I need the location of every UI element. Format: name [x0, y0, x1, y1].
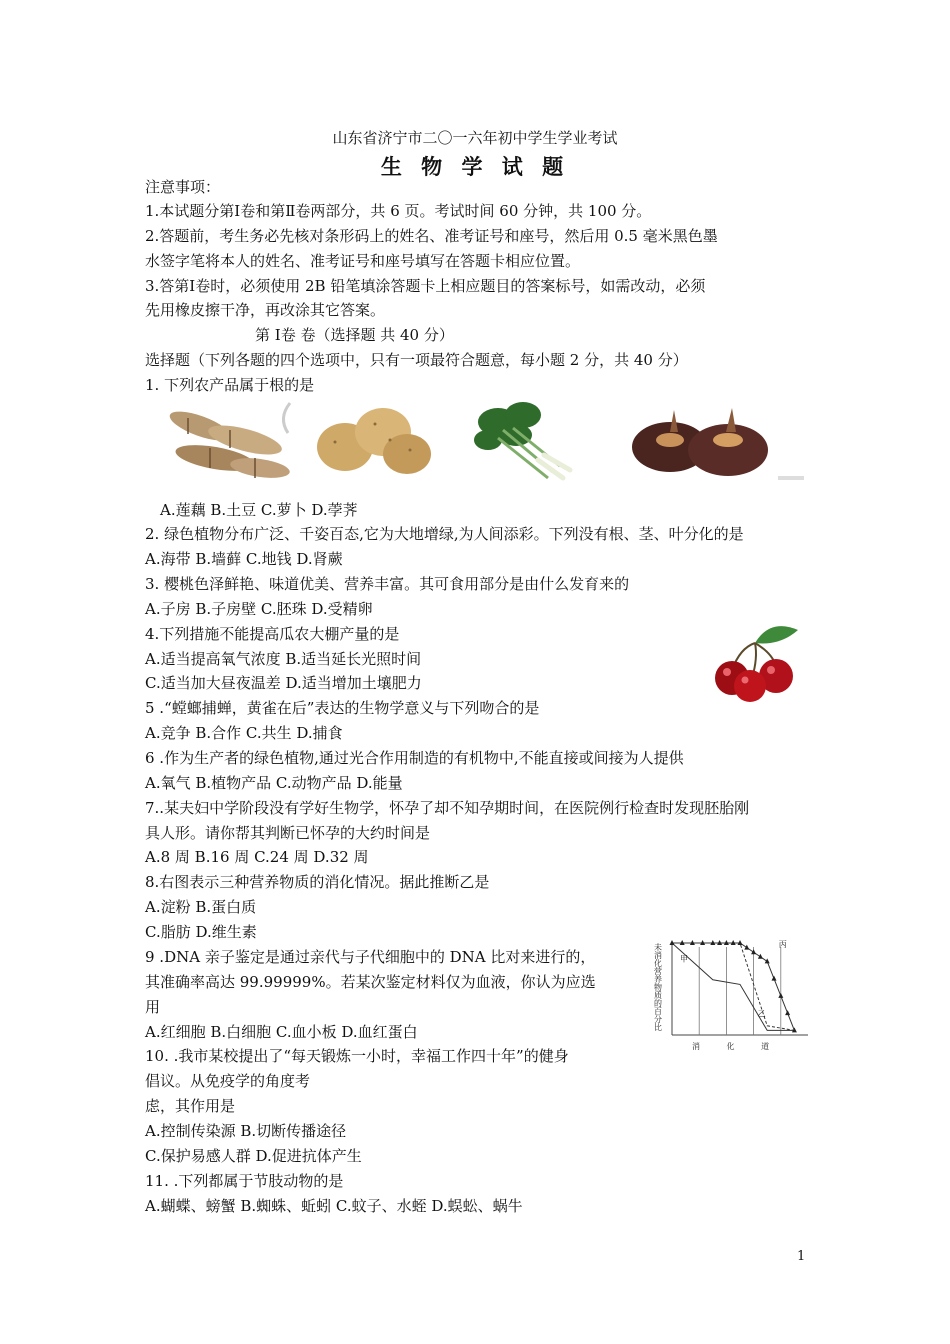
digestion-chart [640, 935, 815, 1055]
q11-text: 11. .下列都属于节肢动物的是 [145, 1172, 344, 1190]
q2-text: 2. 绿色植物分布广泛、千姿百态,它为大地增绿,为人间添彩。下列没有根、茎、叶分化的是 [145, 525, 744, 543]
q6-text: 6 .作为生产者的绿色植物,通过光合作用制造的有机物中,不能直接或间接为人提供 [145, 749, 684, 767]
chart-series-3-point [758, 954, 763, 959]
chart-series-3-point [751, 949, 756, 954]
chart-series-3-point [744, 945, 749, 950]
q10-options-1: A.控制传染源 B.切断传播途径 [145, 1122, 347, 1140]
q10-text-2: 倡议。从免疫学的角度考 [145, 1072, 311, 1090]
water-chestnut-image [628, 402, 808, 482]
q4-options-2: C.适当加大昼夜温差 D.适当增加土壤肥力 [145, 674, 422, 692]
page-number: 1 [797, 1249, 806, 1264]
chart-xlabel: 消 化 道 [692, 1042, 782, 1051]
q3-options: A.子房 B.子房壁 C.胚珠 D.受精卵 [145, 600, 373, 618]
chart-series-3-label: 丙 [778, 940, 787, 949]
q7-text-1: 7..某夫妇中学阶段没有学好生物学，怀孕了却不知孕期时间，在医院例行检查时发现胚胎刚 [145, 799, 750, 817]
chart-series-1-line [672, 943, 794, 1030]
chart-series-3-point [785, 1010, 790, 1015]
notes-line-2: 2.答题前，考生务必先核对条形码上的姓名、准考证号和座号，然后用 0.5 毫米黑色墨 [145, 227, 718, 245]
q4-text: 4.下列措施不能提高瓜农大棚产量的是 [145, 625, 400, 643]
q10-options-2: C.保护易感人群 D.促进抗体产生 [145, 1147, 362, 1165]
chart-ylabel: 未消化营养物质的百分比 [653, 943, 663, 1031]
q7-text-2: 具人形。请你帮其判断已怀孕的大约时间是 [145, 824, 431, 842]
potato-image [315, 402, 435, 477]
page-title: 生 物 学 试 题 [380, 154, 570, 179]
q9-text-3: 用 [145, 998, 161, 1016]
section-title: 第 Ⅰ卷 卷（选择题 共 40 分） [255, 326, 454, 344]
chart-series-3-line [672, 943, 794, 1030]
chart-series-3-point [772, 976, 777, 981]
q4-options-1: A.适当提高氧气浓度 B.适当延长光照时间 [145, 650, 422, 668]
radish-image [468, 400, 583, 480]
q9-options: A.红细胞 B.白细胞 C.血小板 D.血红蛋白 [145, 1023, 418, 1041]
q8-options-1: A.淀粉 B.蛋白质 [145, 898, 257, 916]
notes-line-1: 1.本试题分第Ⅰ卷和第Ⅱ卷两部分，共 6 页。考试时间 60 分钟，共 100 分。 [145, 202, 652, 220]
q7-options: A.8 周 B.16 周 C.24 周 D.32 周 [145, 848, 369, 866]
notes-heading: 注意事项： [145, 178, 221, 196]
q5-text: 5 .“螳螂捕蝉，黄雀在后”表达的生物学意义与下列吻合的是 [145, 699, 540, 717]
q2-options: A.海带 B.墙藓 C.地钱 D.肾蕨 [145, 550, 343, 568]
chart-series-3-point [765, 958, 770, 963]
q11-options: A.蝴蝶、螃蟹 B.蜘蛛、蚯蚓 C.蚊子、水蛭 D.蜈蚣、蜗牛 [145, 1197, 523, 1215]
chart-series-1-label: 甲 [680, 954, 688, 964]
q8-text: 8.右图表示三种营养物质的消化情况。据此推断乙是 [145, 873, 490, 891]
q8-options-2: C.脂肪 D.维生素 [145, 923, 257, 941]
q5-options: A.竞争 B.合作 C.共生 D.捕食 [145, 724, 343, 742]
q1-options: A.莲藕 B.土豆 C.萝卜 D.荸荠 [160, 501, 358, 519]
exam-name: 山东省济宁市二〇一六年初中学生学业考试 [332, 129, 618, 147]
notes-line-4: 3.答第Ⅰ卷时，必须使用 2B 铅笔填涂答题卡上相应题目的答案标号，如需改动，必须 [145, 277, 706, 295]
cherry-image [710, 618, 800, 703]
q9-text-1: 9 .DNA 亲子鉴定是通过亲代与子代细胞中的 DNA 比对来进行的， [145, 948, 596, 966]
q10-text-1: 10. .我市某校提出了“每天锻炼一小时，幸福工作四十年”的健身 [145, 1047, 569, 1065]
lotus-root-image [160, 398, 295, 488]
section-instruction: 选择题（下列各题的四个选项中，只有一项最符合题意，每小题 2 分，共 40 分） [145, 351, 688, 369]
q3-text: 3. 樱桃色泽鲜艳、味道优美、营养丰富。其可食用部分是由什么发育来的 [145, 575, 630, 593]
notes-line-5: 先用橡皮擦干净，再改涂其它答案。 [145, 301, 386, 319]
q1-text: 1. 下列农产品属于根的是 [145, 376, 315, 394]
chart-series-2-label: 乙 [757, 1009, 766, 1019]
q10-text-3: 虑，其作用是 [145, 1097, 236, 1115]
notes-line-3: 水签字笔将本人的姓名、准考证号和座号填写在答题卡相应位置。 [145, 252, 581, 270]
chart-series-2-line [672, 943, 794, 1030]
q6-options: A.氧气 B.植物产品 C.动物产品 D.能量 [145, 774, 403, 792]
q9-text-2: 其准确率高达 99.99999%。若某次鉴定材料仅为血液，你认为应选 [145, 973, 596, 991]
chart-series-3-point [778, 993, 783, 998]
